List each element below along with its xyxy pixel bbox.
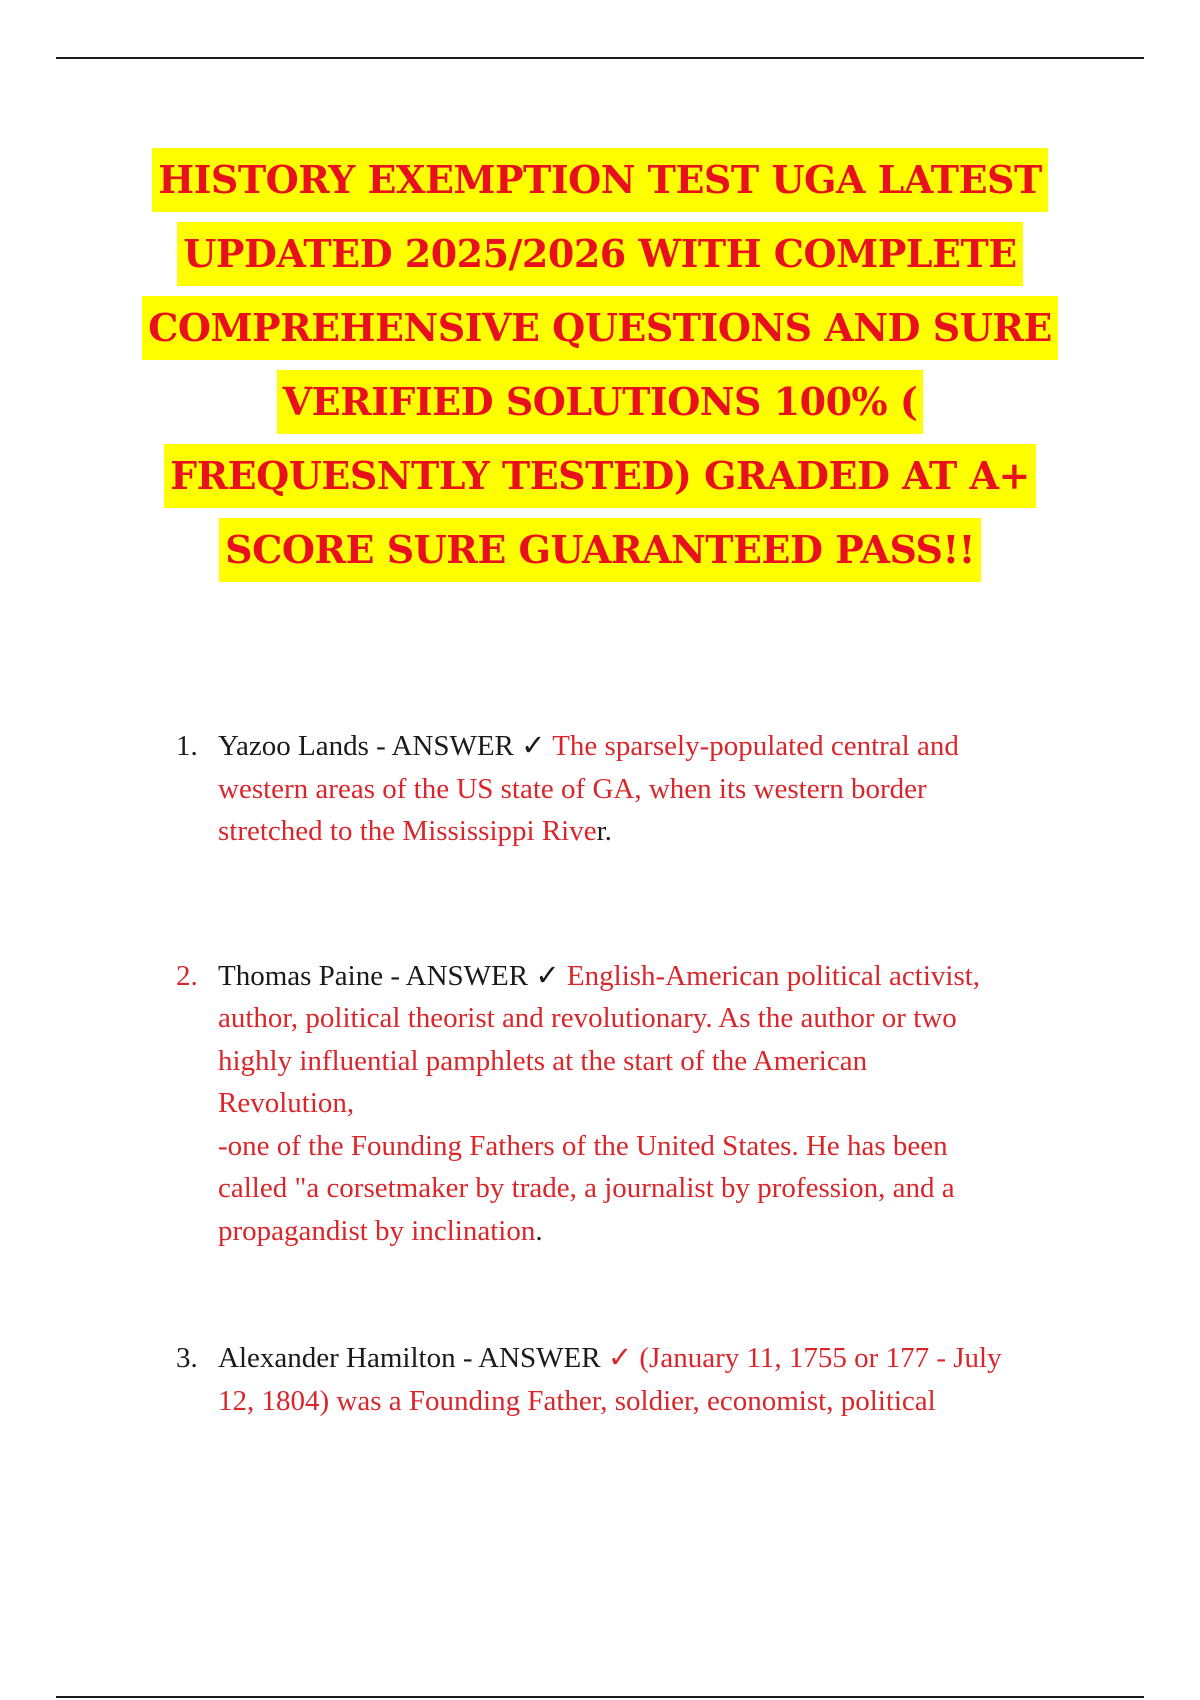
question-term: Thomas Paine - ANSWER xyxy=(218,959,529,992)
answer-text: highly influential pamphlets at the start of the American xyxy=(218,1044,868,1077)
question-list xyxy=(176,725,1096,1422)
question-number: 2. xyxy=(176,959,198,992)
top-rule xyxy=(56,57,1144,59)
title-line: VERIFIED SOLUTIONS 100% ( xyxy=(277,370,924,434)
answer-text: western areas of the US state of GA, when its western border xyxy=(218,772,927,805)
check-icon: ✓ xyxy=(521,730,546,762)
question-item xyxy=(176,955,1096,1253)
title-line: SCORE SURE GUARANTEED PASS!! xyxy=(219,518,981,582)
title-line: UPDATED 2025/2026 WITH COMPLETE xyxy=(177,222,1022,286)
question-number: 3. xyxy=(176,1342,198,1374)
answer-text: English-American political activist, xyxy=(566,959,981,992)
answer-text: author, political theorist and revolutionary. As the author or two xyxy=(218,1002,957,1034)
answer-text: -one of the Founding Fathers of the United States. He has been xyxy=(218,1129,948,1162)
answer-text: The sparsely-populated central and xyxy=(552,730,959,762)
answer-tail: . xyxy=(535,1214,543,1247)
title-line: FREQUESNTLY TESTED) GRADED AT A+ xyxy=(164,444,1036,508)
title-line: HISTORY EXEMPTION TEST UGA LATEST xyxy=(152,148,1048,212)
answer-text: propagandist by inclination xyxy=(218,1214,536,1247)
question-term: Yazoo Lands - ANSWER xyxy=(218,730,514,762)
question-item xyxy=(176,1337,1096,1422)
answer-text: (January 11, 1755 or 177 - July xyxy=(639,1342,1002,1374)
question-item xyxy=(176,725,1096,853)
answer-text: called "a corsetmaker by trade, a journalist by profession, and a xyxy=(218,1172,955,1204)
document-title xyxy=(120,148,1080,592)
answer-tail: r. xyxy=(596,815,612,847)
answer-text: 12, 1804) was a Founding Father, soldier, economist, political xyxy=(218,1384,936,1417)
bottom-rule xyxy=(56,1696,1144,1698)
title-line: COMPREHENSIVE QUESTIONS AND SURE xyxy=(142,296,1058,360)
answer-text: stretched to the Mississippi Rive xyxy=(218,815,597,847)
check-icon: ✓ xyxy=(535,959,560,992)
question-term: Alexander Hamilton - ANSWER xyxy=(218,1342,601,1374)
question-number: 1. xyxy=(176,730,198,762)
check-icon: ✓ xyxy=(607,1342,633,1374)
answer-text: Revolution, xyxy=(218,1087,355,1119)
